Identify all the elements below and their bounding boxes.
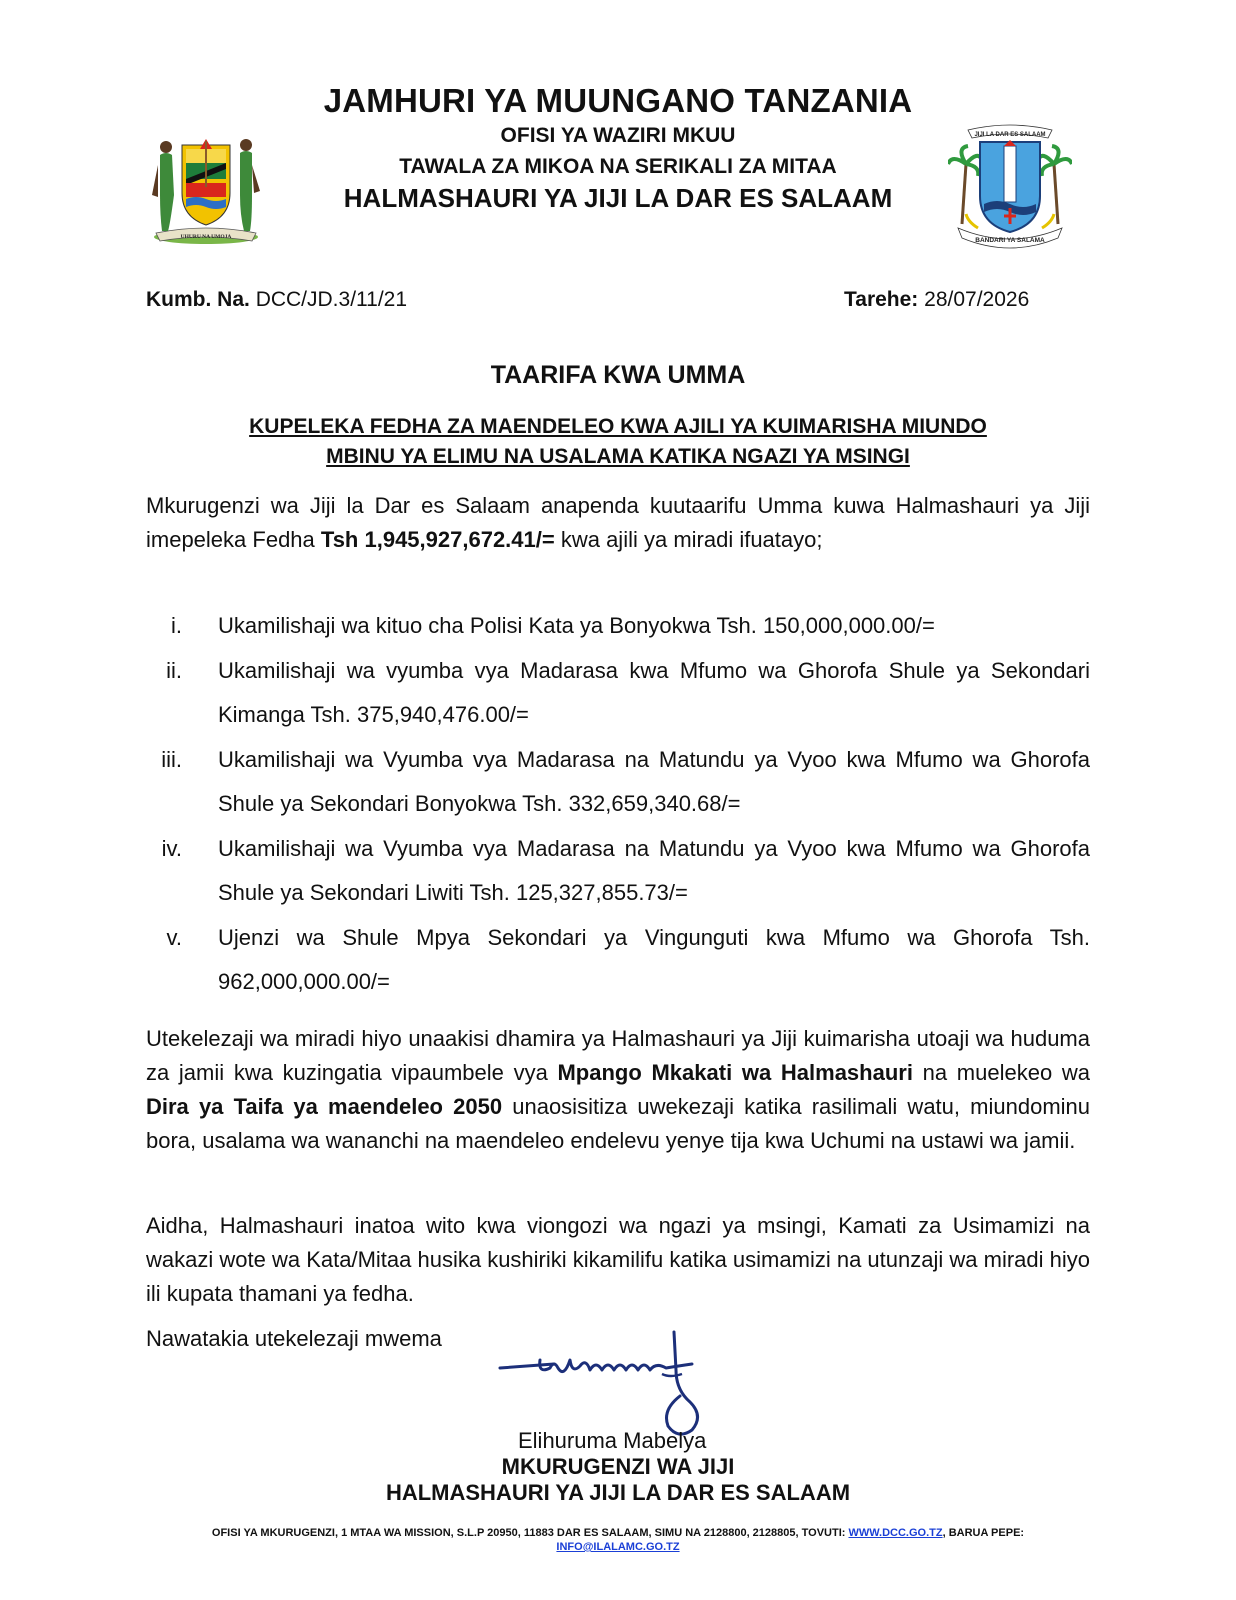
call-to-action-paragraph: Aidha, Halmashauri inatoa wito kwa viongozi wa ngazi ya msingi, Kamati za Usimamizi na wakazi wote wa Kata/Mitaa husika kushiriki kikamilifu katika usimamizi na utunzaji wa miradi hiyo ili kupata thamani ya fedha. — [146, 1213, 1090, 1306]
vision-2050-name: Dira ya Taifa ya maendeleo 2050 — [146, 1094, 503, 1119]
intro-text-end: kwa ajili ya miradi ifuatayo; — [554, 527, 823, 552]
list-item — [146, 738, 1090, 826]
footer-address — [0, 1526, 1236, 1554]
list-item-text: Ukamilishaji wa Vyumba vya Madarasa na Matundu ya Vyoo kwa Mfumo wa Ghorofa Shule ya Sekondari Liwiti Tsh. 125,327,855.73/= — [218, 836, 1090, 905]
project-list — [146, 604, 1090, 1005]
list-item-number: i. — [171, 613, 182, 638]
signatory-council: HALMASHAURI YA JIJI LA DAR ES SALAAM — [385, 1480, 851, 1505]
list-item — [146, 649, 1090, 737]
list-item-text: Ukamilishaji wa kituo cha Polisi Kata ya Bonyokwa Tsh. 150,000,000.00/= — [218, 613, 935, 638]
notice-subtitle — [0, 412, 1236, 472]
dar-es-salaam-seal-icon — [948, 124, 1072, 252]
intro-text: Mkurugenzi wa Jiji la Dar es Salaam anapenda kuutaarifu Umma kuwa Halmashauri ya Jiji imepeleka Fedha — [146, 493, 1090, 552]
strategy-text-1: Utekelezaji wa miradi hiyo unaakisi dhamira ya Halmashauri ya Jiji kuimarisha utoaji wa huduma za jamii kwa kuzingatia vipaumbele vya — [146, 1026, 1090, 1085]
subtitle-line-1: KUPELEKA FEDHA ZA MAENDELEO KWA AJILI YA KUIMARISHA MIUNDO — [249, 415, 987, 438]
strategic-plan-name: Mpango Mkakati wa Halmashauri — [557, 1060, 913, 1085]
website-link[interactable]: WWW.DCC.GO.TZ — [848, 1527, 943, 1539]
list-item-number: iv. — [161, 836, 182, 861]
handwritten-signature-icon — [498, 1330, 718, 1440]
document-date — [844, 288, 1029, 312]
signatory-name: Elihuruma Mabelya — [518, 1428, 707, 1453]
reference-value: DCC/JD.3/11/21 — [255, 288, 408, 311]
list-item-number: ii. — [166, 658, 182, 683]
email-link[interactable]: INFO@ILALAMC.GO.TZ — [556, 1541, 680, 1553]
department-heading: TAWALA ZA MIKOA NA SERIKALI ZA MITAA — [399, 155, 837, 178]
list-item — [146, 604, 1090, 648]
strategy-text-2: na muelekeo wa — [912, 1060, 1090, 1085]
tanzania-coat-of-arms-icon — [148, 125, 264, 247]
list-item-text: Ukamilishaji wa vyumba vya Madarasa kwa Mfumo wa Ghorofa Shule ya Sekondari Kimanga Tsh. 375,940,476.00/= — [218, 658, 1090, 727]
reference-number — [146, 288, 407, 312]
subtitle-line-2: MBINU YA ELIMU NA USALAMA KATIKA NGAZI YA MSINGI — [326, 445, 910, 468]
office-heading: OFISI YA WAZIRI MKUU — [500, 124, 736, 147]
date-label: Tarehe: — [844, 288, 919, 311]
email-label: , BARUA PEPE: — [942, 1527, 1025, 1539]
list-item-text: Ujenzi wa Shule Mpya Sekondari ya Vingunguti kwa Mfumo wa Ghorofa Tsh. 962,000,000.00/= — [218, 925, 1090, 994]
notice-title: TAARIFA KWA UMMA — [490, 361, 746, 389]
list-item — [146, 827, 1090, 915]
list-item-number: iii. — [161, 747, 182, 772]
intro-paragraph — [146, 489, 1090, 557]
closing-line: Nawatakia utekelezaji mwema — [146, 1326, 442, 1351]
footer-text: OFISI YA MKURUGENZI, 1 MTAA WA MISSION, S.L.P 20950, 11883 DAR ES SALAAM, SIMU NA 2128800, 2128805, TOVUTI: — [211, 1527, 849, 1539]
signatory-title: MKURUGENZI WA JIJI — [501, 1454, 735, 1479]
list-item — [146, 916, 1090, 1004]
reference-label: Kumb. Na. — [146, 288, 250, 311]
list-item-number: v. — [166, 925, 182, 950]
country-heading: JAMHURI YA MUUNGANO TANZANIA — [323, 82, 913, 119]
right-emblem-top-text: JIJI LA DAR ES SALAAM — [974, 132, 1046, 138]
left-emblem-motto: UHURU NA UMOJA — [180, 234, 232, 240]
total-amount: Tsh 1,945,927,672.41/= — [320, 527, 555, 552]
strategy-paragraph — [146, 1022, 1090, 1158]
date-value: 28/07/2026 — [924, 288, 1030, 311]
strategy-text-3: unaosisitiza uwekezaji katika rasilimali watu, miundominu bora, usalama wa wananchi na maendeleo endelevu yenye tija kwa Uchumi na ustawi wa jamii. — [146, 1094, 1091, 1153]
right-emblem-bottom-text: BANDARI YA SALAMA — [975, 237, 1045, 244]
list-item-text: Ukamilishaji wa Vyumba vya Madarasa na Matundu ya Vyoo kwa Mfumo wa Ghorofa Shule ya Sekondari Bonyokwa Tsh. 332,659,340.68/= — [218, 747, 1090, 816]
council-heading: HALMASHAURI YA JIJI LA DAR ES SALAAM — [343, 183, 893, 213]
